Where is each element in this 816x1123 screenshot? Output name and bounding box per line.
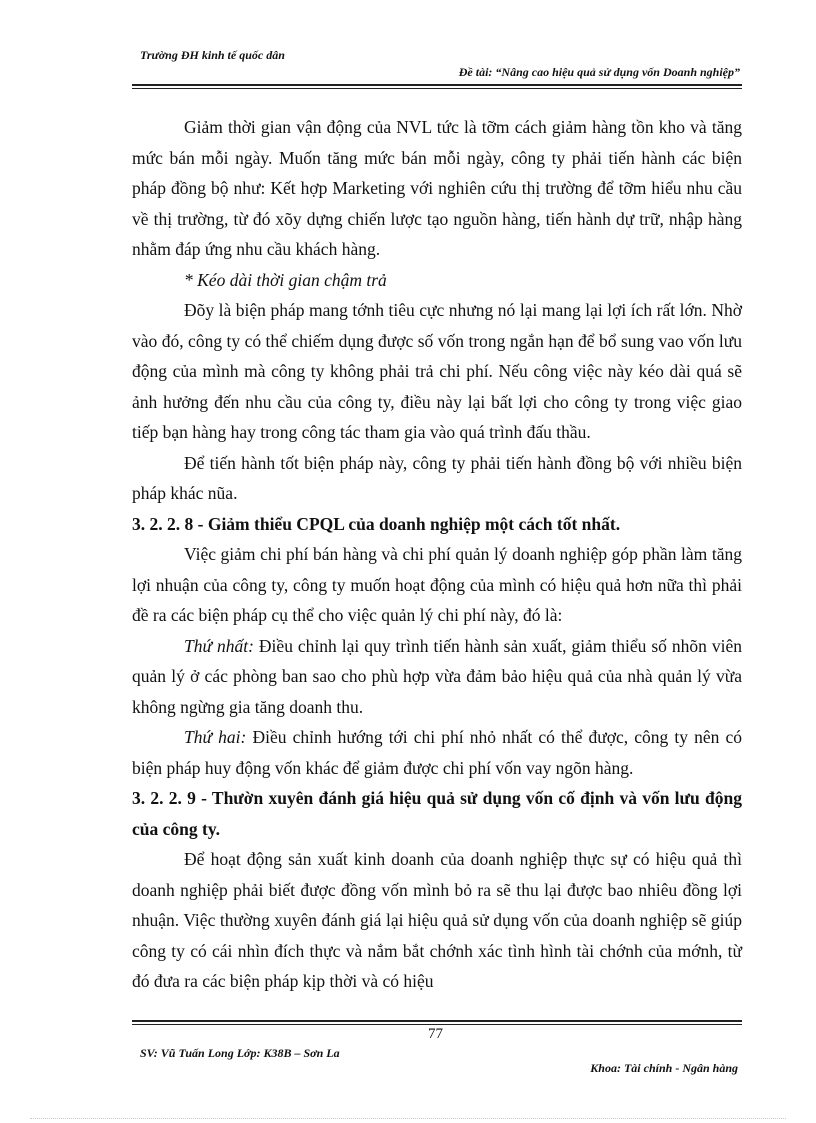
paragraph-synchronous-measures: Để tiến hành tốt biện pháp này, công ty phải tiến hành đồng bộ với nhiều biện pháp khác nũa. <box>132 452 742 503</box>
second-text: Điều chỉnh hướng tới chi phí nhỏ nhất có thể được, công ty nên có biện pháp huy động vốn khác để giảm được chi phí vốn vay ngõn hàng. <box>132 727 742 778</box>
header-rule <box>132 84 742 86</box>
paragraph-second-measure <box>132 722 742 783</box>
sub-heading-delay-payment: * Kéo dài thời gian chậm trả <box>184 269 387 290</box>
footer-rule-thin <box>132 1024 742 1025</box>
paragraph-first-measure <box>132 631 742 723</box>
footer-faculty: Khoa: Tài chính - Ngân hàng <box>590 1061 738 1075</box>
footer-rule <box>132 1020 742 1022</box>
section-heading-3-2-2-9: 3. 2. 2. 9 - Thườn xuyên đánh giá hiệu quả sử dụng vốn cố định và vốn lưu động của công ty. <box>132 788 742 839</box>
header-topic: Đề tài: “Nâng cao hiệu quả sử dụng vốn Doanh nghiệp” <box>458 65 740 79</box>
page-edge-divider <box>30 1118 786 1119</box>
section-heading-3-2-2-8: 3. 2. 2. 8 - Giảm thiểu CPQL của doanh nghiệp một cách tốt nhất. <box>132 513 621 534</box>
first-label: Thứ nhất: <box>184 635 254 656</box>
footer-student: SV: Vũ Tuấn Long Lớp: K38B – Sơn La <box>140 1046 340 1060</box>
page-number: 77 <box>428 1026 443 1042</box>
document-body <box>132 112 742 997</box>
paragraph-delay-payment: Đõy là biện pháp mang tớnh tiêu cực nhưng nó lại mang lại lợi ích rất lớn. Nhờ vào đó, công ty có thể chiếm dụng được số vốn trong ngắn hạn để bổ sung vao vốn lưu động của mình mà công ty không phải trả chi phí. Nếu công việc này kéo dài quá sẽ ảnh hưởng đến nhu cầu của công ty, điều này lại bất lợi cho công ty trong việc giao tiếp bạn hàng hay trong công tác tham gia vào quá trình đấu thầu. <box>132 300 742 442</box>
paragraph-evaluate-efficiency: Để hoạt động sản xuất kinh doanh của doanh nghiệp thực sự có hiệu quả thì doanh nghiệp phải biết được đồng vốn mình bỏ ra sẽ thu lại được bao nhiêu đồng lợi nhuận. Việc thường xuyên đánh giá lại hiệu quả sử dụng vốn của doanh nghiệp sẽ giúp công ty có cái nhìn đích thực và nắm bắt chớnh xác tình hình tài chớnh của mớnh, từ đó đưa ra các biện pháp kịp thời và có hiệu <box>132 849 742 991</box>
second-label: Thứ hai: <box>184 727 247 747</box>
first-text: Điều chỉnh lại quy trình tiến hành sản xuất, giảm thiểu số nhõn viên quản lý ở các phòng ban sao cho phù hợp vừa đảm bảo hiệu quả của nhà quản lý vừa không ngừng gia tăng doanh thu. <box>132 635 742 717</box>
paragraph-reduce-costs: Việc giảm chi phí bán hàng và chi phí quản lý doanh nghiệp góp phần làm tăng lợi nhuận của công ty, công ty muốn hoạt động của mình có hiệu quả hơn nữa thì phải đề ra các biện pháp cụ thể cho việc quản lý chi phí này, đó là: <box>132 544 742 625</box>
header-school: Trường ĐH kinh tế quốc dân <box>140 48 285 62</box>
header-rule-thin <box>132 88 742 89</box>
paragraph-reduce-inventory: Giảm thời gian vận động của NVL tức là tỡm cách giảm hàng tồn kho và tăng mức bán mỗi ngày. Muốn tăng mức bán mỗi ngày, công ty phải tiến hành các biện pháp đồng bộ như: Kết hợp Marketing với nghiên cứu thị trường để tỡm hiểu nhu cầu về thị trường, từ đó xõy dựng chiến lược tạo nguồn hàng, tiến hành dự trữ, nhập hàng nhằm đáp ứng nhu cầu khách hàng. <box>132 117 742 259</box>
